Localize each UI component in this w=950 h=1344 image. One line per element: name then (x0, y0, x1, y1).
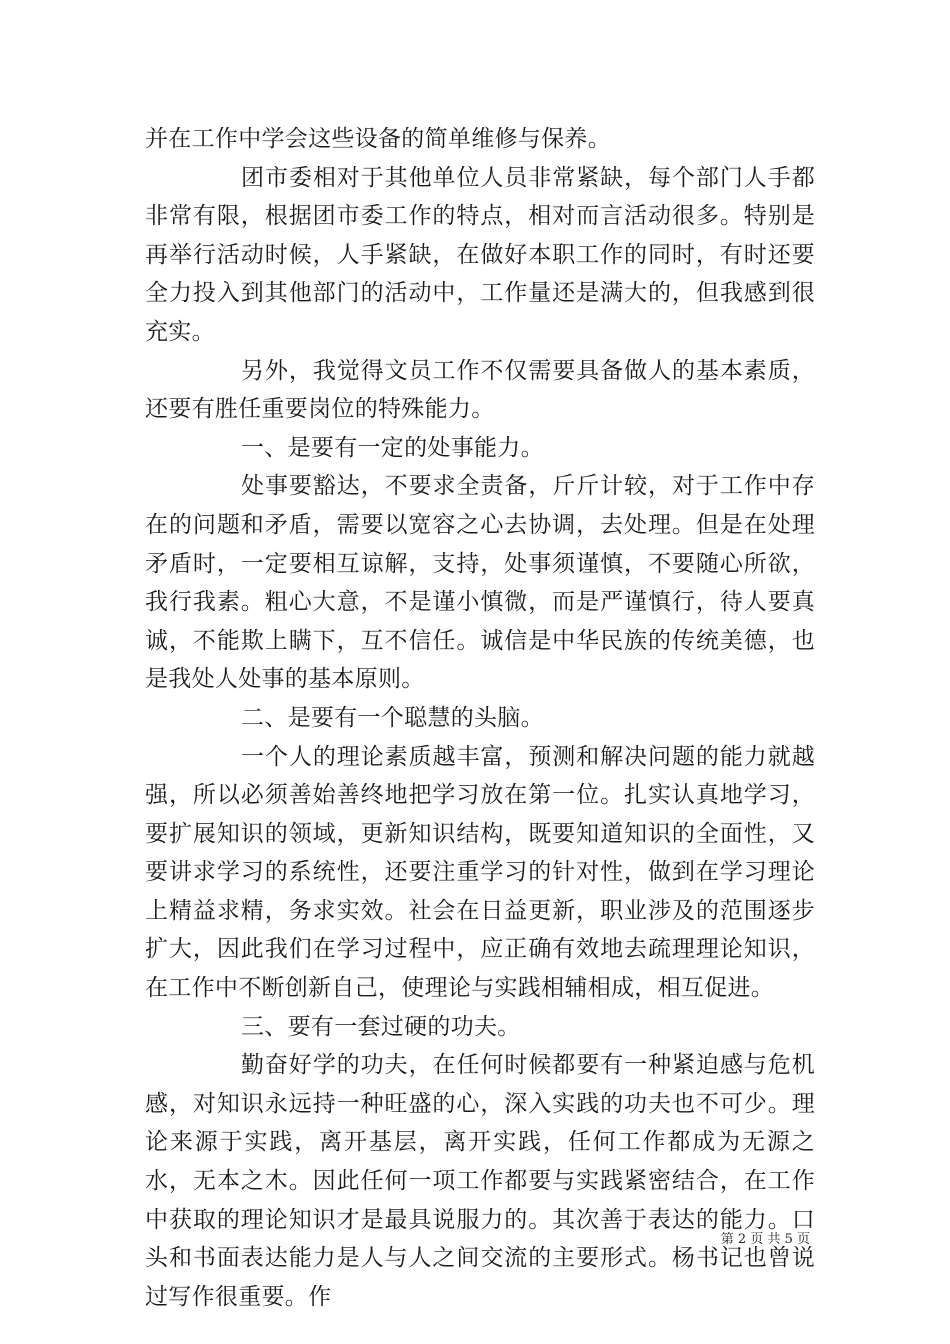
heading-point-three: 三、要有一套过硬的功夫。 (241, 1013, 521, 1040)
page-number-footer: 第 2 页 共 5 页 (720, 1232, 810, 1247)
heading-point-two: 二、是要有一个聪慧的头脑。 (241, 704, 544, 731)
paragraph-point-two: 一个人的理论素质越丰富，预测和解决问题的能力就越强，所以必须善始善终地把学习放在第一位。扎实认真地学习，要扩展知识的领域，更新知识结构，既要知道知识的全面性，又要讲求学习的系统性，还要注重学习的针对性，做到在学习理论上精益求精，务求实效。社会在日益更新，职业涉及的范围逐步扩大，因此我们在学习过程中，应正确有效地去疏理理论知识，在工作中不断创新自己，使理论与实践相辅相成，相互促进。 (145, 743, 815, 1002)
paragraph-point-one: 处事要豁达，不要求全责备，斤斤计较，对于工作中存在的问题和矛盾，需要以宽容之心去协调，去处理。但是在处理矛盾时，一定要相互谅解，支持，处事须谨慎，不要随心所欲，我行我素。粗心大意，不是谨小慎微，而是严谨慎行，待人要真诚，不能欺上瞒下，互不信任。诚信是中华民族的传统美德，也是我处人处事的基本原则。 (145, 473, 815, 693)
paragraph-continuation: 并在工作中学会这些设备的简单维修与保养。 (145, 126, 611, 152)
paragraph-abilities-intro: 另外，我觉得文员工作不仅需要具备做人的基本素质，还要有胜任重要岗位的特殊能力。 (145, 357, 815, 423)
paragraph-point-three: 勤奋好学的功夫，在任何时候都要有一种紧迫感与危机感，对知识永远持一种旺盛的心，深入实践的功夫也不可少。理论来源于实践，离开基层，离开实践，任何工作都成为无源之水，无本之木。因此任何一项工作都要与实践紧密结合，在工作中获取的理论知识才是最具说服力的。其次善于表达的能力。口头和书面表达能力是人与人之间交流的主要形式。杨书记也曾说过写作很重要。作 (145, 1052, 815, 1310)
heading-point-one: 一、是要有一定的处事能力。 (241, 434, 544, 461)
paragraph-staffing: 团市委相对于其他单位人员非常紧缺，每个部门人手都非常有限，根据团市委工作的特点，相对而言活动很多。特别是再举行活动时候，人手紧缺，在做好本职工作的同时，有时还要全力投入到其他部门的活动中，工作量还是满大的，但我感到很充实。 (145, 164, 815, 345)
document-body (145, 120, 815, 1316)
